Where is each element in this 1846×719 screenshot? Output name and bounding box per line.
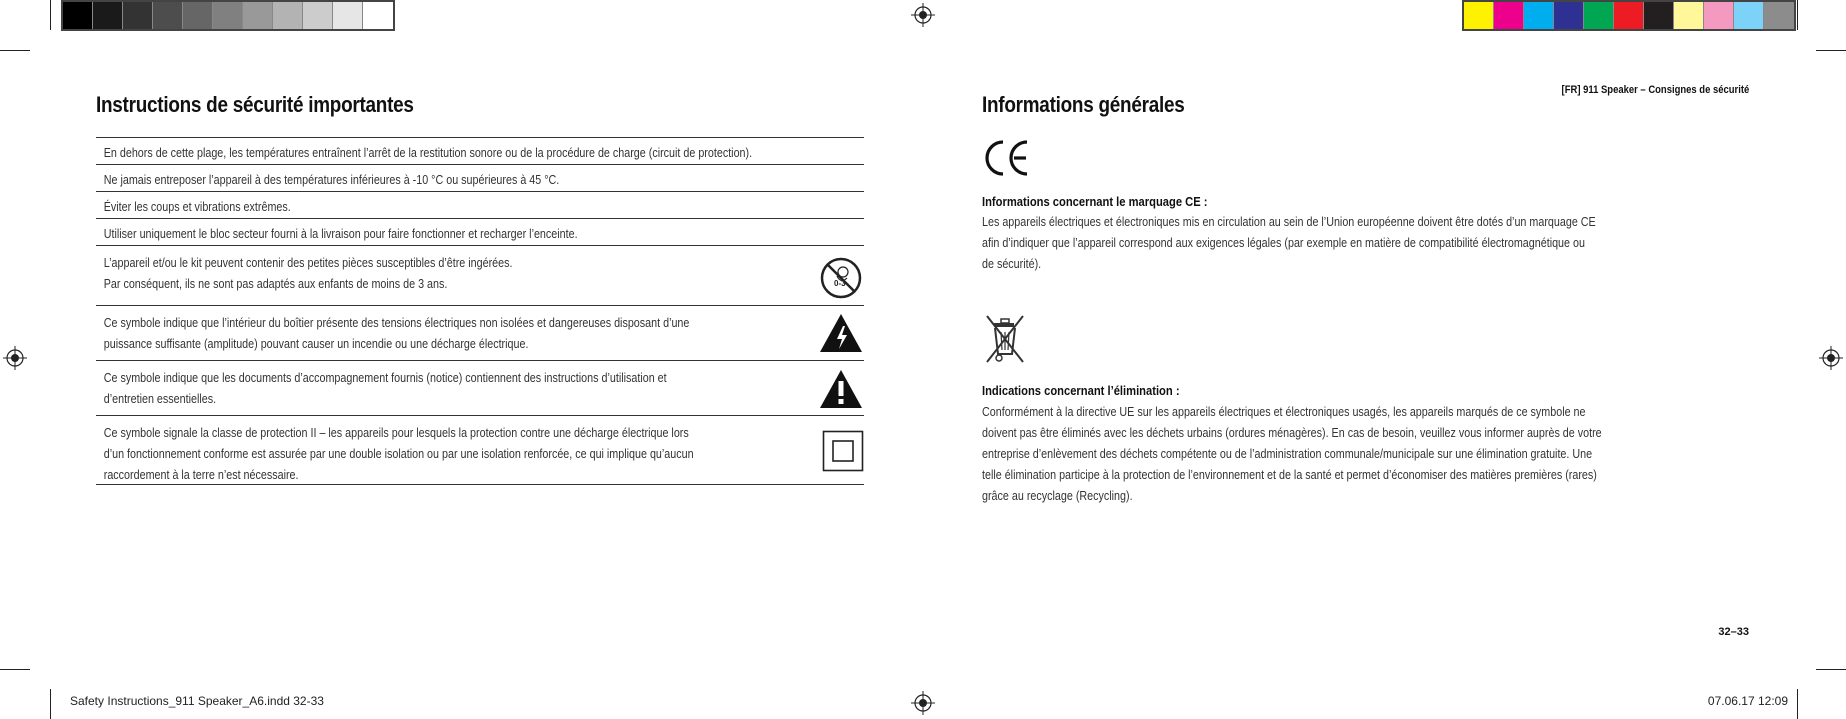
slug-date-time: 07.06.17 12:09 xyxy=(1707,694,1788,708)
table-row xyxy=(96,138,864,165)
exclamation-warning-icon xyxy=(818,368,864,415)
color-swatch xyxy=(153,2,183,29)
ce-heading: Informations concernant le marquage CE : xyxy=(982,194,1208,209)
row-text-line: puissance suffisante (amplitude) pouvant causer un incendie ou une décharge électrique. xyxy=(103,337,529,351)
table-row xyxy=(96,219,864,246)
row-text-line: Utiliser uniquement le bloc secteur fourni à la livraison pour faire fonctionner et recharger l’enceinte. xyxy=(103,227,578,241)
ce-mark-icon xyxy=(983,138,1039,178)
row-text xyxy=(96,165,799,191)
grayscale-bar xyxy=(61,0,395,31)
row-text xyxy=(96,308,799,355)
paragraph-line: telle élimination participe à la protection de l’environnement et de la santé et permet d’économiser des matières premières (rares) xyxy=(982,468,1597,482)
color-swatch xyxy=(1554,2,1584,29)
row-text-line: Ce symbole signale la classe de protection II – les appareils pour lesquels la protection contre une décharge électrique lors xyxy=(103,426,689,440)
row-text xyxy=(96,418,799,486)
row-text-line: raccordement à la terre n’est nécessaire. xyxy=(103,468,299,482)
row-text xyxy=(96,248,799,295)
paragraph-line: entreprise d’enlèvement des déchets compétente ou de l’administration communale/municipale sur une élimination gratuite. Une xyxy=(982,447,1593,461)
table-row xyxy=(96,416,864,485)
registration-mark-icon xyxy=(3,346,27,370)
page-title-right: Informations générales xyxy=(982,92,1185,117)
crop-mark xyxy=(1797,689,1798,719)
color-swatch xyxy=(273,2,303,29)
registration-mark-icon xyxy=(911,3,935,27)
disposal-heading: Indications concernant l’élimination : xyxy=(982,383,1180,398)
svg-text:0-3: 0-3 xyxy=(834,279,846,288)
crop-mark xyxy=(50,689,51,719)
color-bar xyxy=(1462,0,1796,31)
color-swatch xyxy=(1734,2,1764,29)
paragraph-line: de sécurité). xyxy=(982,257,1042,271)
class-ii-double-insulation-icon xyxy=(822,430,864,477)
color-swatch xyxy=(333,2,363,29)
row-text xyxy=(96,192,799,218)
no-small-children-icon xyxy=(819,256,863,305)
row-text-line: Ce symbole indique que l’intérieur du boîtier présente des tensions électriques non isolées et dangereuses disposant d’une xyxy=(103,316,690,330)
crop-mark xyxy=(0,50,30,51)
color-swatch xyxy=(1524,2,1554,29)
color-swatch xyxy=(1764,2,1794,29)
row-text-line: d’un fonctionnement conforme est assurée par une double isolation ou par une isolation renforcée, ce qui implique qu’aucun xyxy=(103,447,694,461)
row-text-line: Par conséquent, ils ne sont pas adaptés aux enfants de moins de 3 ans. xyxy=(103,277,448,291)
crop-mark xyxy=(1816,50,1846,51)
color-swatch xyxy=(213,2,243,29)
table-row xyxy=(96,192,864,219)
color-swatch xyxy=(303,2,333,29)
running-header: [FR] 911 Speaker – Consignes de sécurité xyxy=(1561,84,1749,96)
page-number: 32–33 xyxy=(1718,626,1749,638)
color-swatch xyxy=(1494,2,1524,29)
row-text-line: Ce symbole indique que les documents d’accompagnement fournis (notice) contiennent des instructions d’utilisation et xyxy=(103,371,667,385)
paragraph-line: Conformément à la directive UE sur les appareils électriques et électroniques usagés, les appareils marqués de ce symbole ne xyxy=(982,405,1586,419)
paragraph-line: doivent pas être éliminés avec les déchets urbains (ordures ménagères). En cas de besoin, veuillez vous informer auprès de votre xyxy=(982,426,1602,440)
color-swatch xyxy=(1674,2,1704,29)
row-text xyxy=(96,363,799,410)
registration-mark-icon xyxy=(1819,346,1843,370)
row-text xyxy=(96,219,799,245)
color-swatch xyxy=(1704,2,1734,29)
table-row xyxy=(96,361,864,416)
disposal-paragraph xyxy=(982,402,1602,507)
row-text-line: Éviter les coups et vibrations extrêmes. xyxy=(103,200,291,214)
table-row xyxy=(96,246,864,306)
color-swatch xyxy=(243,2,273,29)
color-swatch xyxy=(1584,2,1614,29)
ce-paragraph xyxy=(982,212,1596,275)
paragraph-line: Les appareils électriques et électroniques mis en circulation au sein de l’Union européenne doivent être dotés d’un marquage CE xyxy=(982,215,1596,229)
color-swatch xyxy=(183,2,213,29)
row-text-line: d’entretien essentielles. xyxy=(103,392,217,406)
table-row xyxy=(96,165,864,192)
color-swatch xyxy=(1644,2,1674,29)
color-swatch xyxy=(1614,2,1644,29)
electric-shock-warning-icon xyxy=(818,312,864,359)
table-row xyxy=(96,306,864,361)
crop-mark xyxy=(0,669,30,670)
crop-mark xyxy=(1816,669,1846,670)
row-text-line: Ne jamais entreposer l’appareil à des températures inférieures à -10 °C ou supérieures à 45 °C. xyxy=(103,173,560,187)
color-swatch xyxy=(123,2,153,29)
slug-file-info: Safety Instructions_911 Speaker_A6.indd 32-33 xyxy=(70,694,324,708)
crop-mark xyxy=(1797,0,1798,30)
color-swatch xyxy=(363,2,393,29)
crossed-out-wheeled-bin-icon xyxy=(984,313,1026,365)
row-text-line: L’appareil et/ou le kit peuvent contenir des petites pièces susceptibles d’être ingérées. xyxy=(103,256,513,270)
page-title-left: Instructions de sécurité importantes xyxy=(96,92,414,117)
color-swatch xyxy=(93,2,123,29)
paragraph-line: grâce au recyclage (Recycling). xyxy=(982,489,1133,503)
color-swatch xyxy=(63,2,93,29)
registration-mark-icon xyxy=(911,691,935,715)
row-text-line: En dehors de cette plage, les températures entraînent l’arrêt de la restitution sonore ou de la procédure de charge (circuit de protection). xyxy=(103,146,753,160)
paragraph-line: afin d’indiquer que l’appareil correspond aux exigences légales (par exemple en matière de compatibilité électromagnétique ou xyxy=(982,236,1585,250)
crop-mark xyxy=(50,0,51,30)
row-text xyxy=(96,138,799,164)
color-swatch xyxy=(1464,2,1494,29)
safety-instructions-table xyxy=(96,137,864,485)
